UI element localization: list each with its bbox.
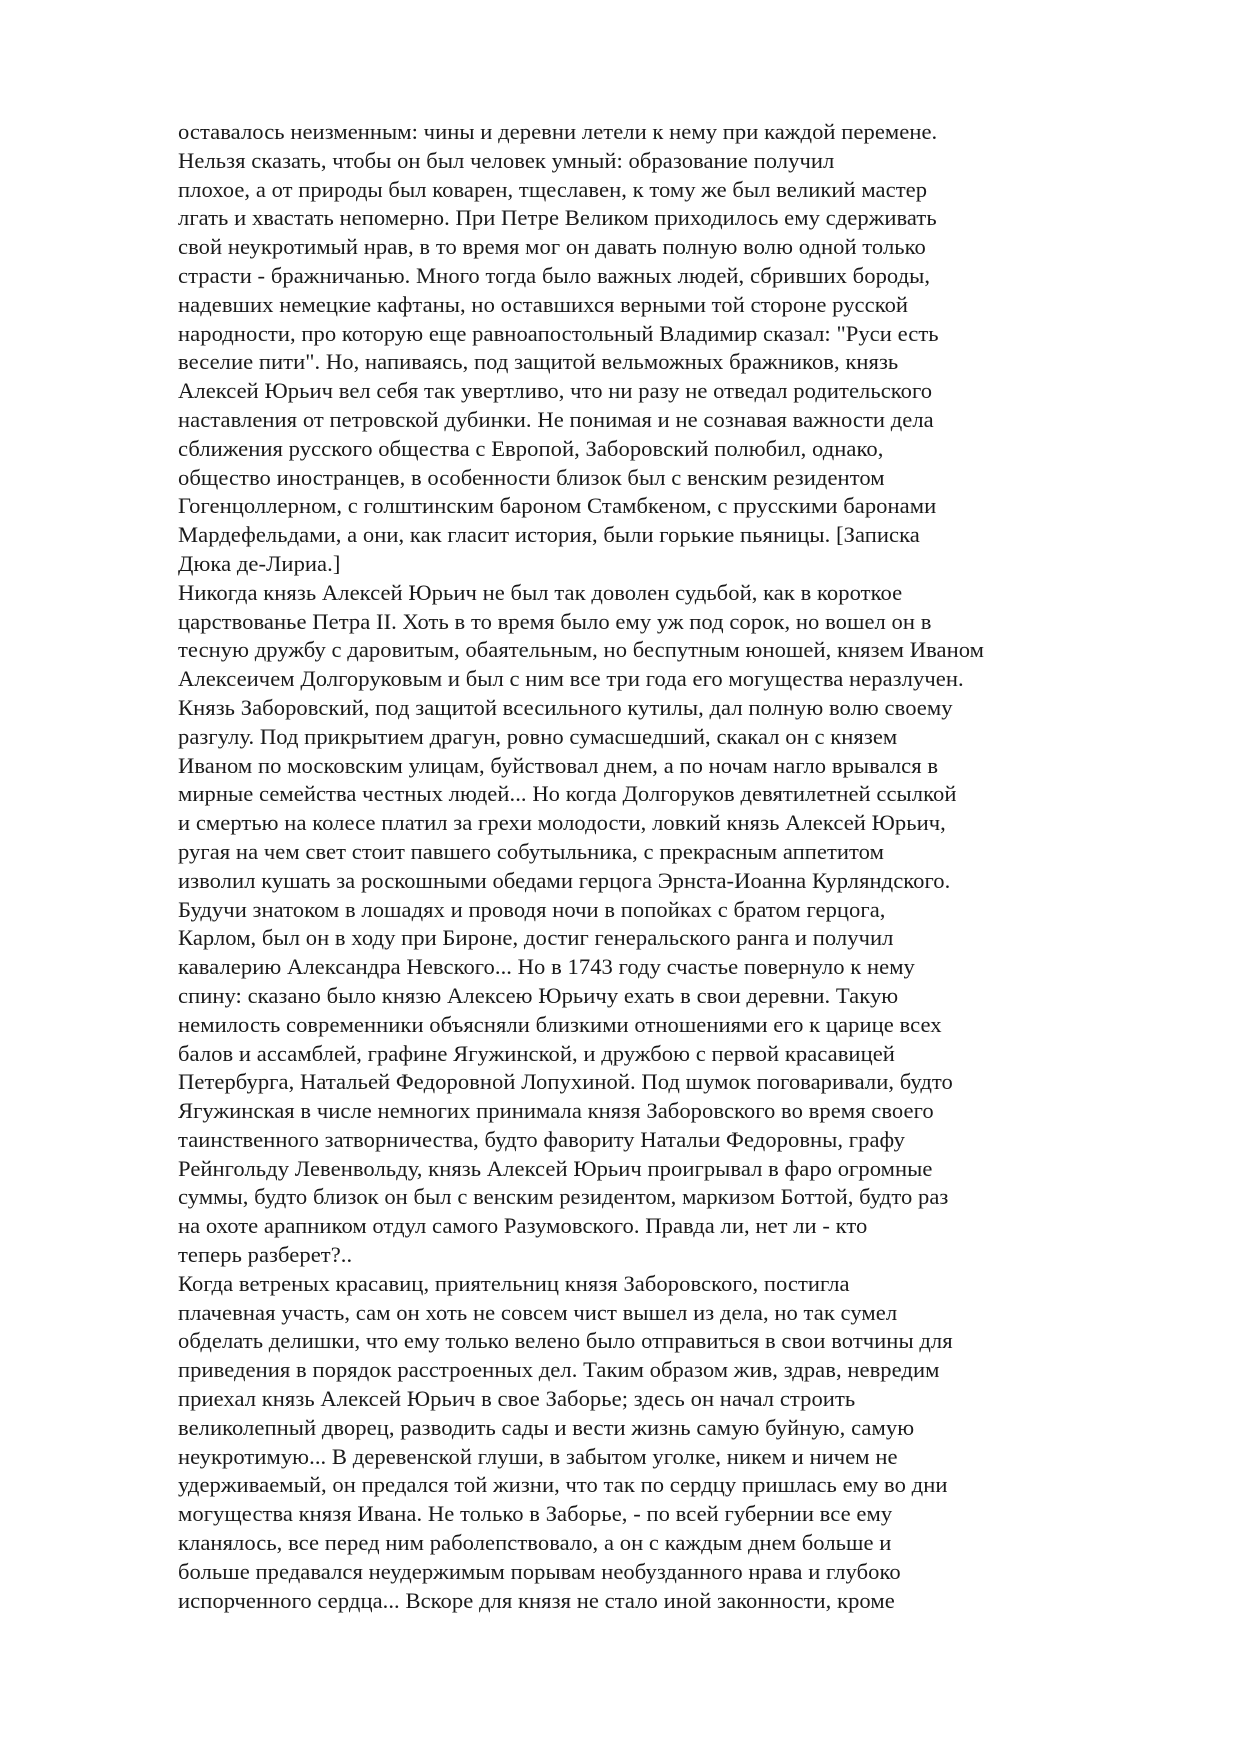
text-line: Гогенцоллерном, с голштинским бароном Стамбкеном, с прусскими баронами	[178, 493, 937, 519]
text-line: плохое, а от природы был коварен, тщеславен, к тому же был великий мастер	[178, 176, 928, 202]
text-line: Когда ветреных красавиц, приятельниц князя Заборовского, постигла	[178, 1270, 850, 1296]
text-line: Петербурга, Натальей Федоровной Лопухиной. Под шумок поговаривали, будто	[178, 1069, 953, 1095]
text-line: испорченного сердца... Вскоре для князя не стало иной законности, кроме	[178, 1587, 895, 1613]
text-line: Мардефельдами, а они, как гласит история, были горькие пьяницы. [Записка	[178, 522, 920, 548]
text-line: на охоте арапником отдул самого Разумовского. Правда ли, нет ли - кто	[178, 1213, 868, 1239]
text-line: веселие пити". Но, напиваясь, под защитой вельможных бражников, князь	[178, 349, 899, 375]
text-line: обделать делишки, что ему только велено было отправиться в свои вотчины для	[178, 1328, 953, 1354]
text-line: лгать и хвастать непомерно. При Петре Великом приходилось ему сдерживать	[178, 205, 937, 231]
text-line: Никогда князь Алексей Юрьич не был так доволен судьбой, как в короткое	[178, 579, 903, 605]
text-line: приведения в порядок расстроенных дел. Таким образом жив, здрав, невредим	[178, 1357, 940, 1383]
text-line: теперь разберет?..	[178, 1242, 353, 1268]
text-line: разгулу. Под прикрытием драгун, ровно сумасшедший, скакал он с князем	[178, 723, 898, 749]
text-line: плачевная участь, сам он хоть не совсем чист вышел из дела, но так сумел	[178, 1299, 898, 1325]
text-line: спину: сказано было князю Алексею Юрьичу ехать в свои деревни. Такую	[178, 982, 899, 1008]
text-line: Князь Заборовский, под защитой всесильного кутилы, дал полную волю своему	[178, 694, 953, 720]
body-text	[178, 118, 1178, 1615]
text-line: мирные семейства честных людей... Но когда Долгоруков девятилетней ссылкой	[178, 781, 957, 807]
text-line: свой неукротимый нрав, в то время мог он давать полную волю одной только	[178, 234, 926, 260]
text-line: Рейнгольду Левенвольду, князь Алексей Юрьич проигрывал в фаро огромные	[178, 1155, 933, 1181]
text-line: больше предавался неудержимым порывам необузданного нрава и глубоко	[178, 1558, 901, 1584]
text-line: Ягужинская в числе немногих принимала князя Заборовского во время своего	[178, 1098, 934, 1124]
text-line: приехал князь Алексей Юрьич в свое Заборье; здесь он начал строить	[178, 1386, 856, 1412]
text-line: Карлом, был он в ходу при Бироне, достиг генеральского ранга и получил	[178, 925, 894, 951]
text-line: народности, про которую еще равноапостольный Владимир сказал: "Руси есть	[178, 320, 939, 346]
text-line: и смертью на колесе платил за грехи молодости, ловкий князь Алексей Юрьич,	[178, 810, 946, 836]
text-line: суммы, будто близок он был с венским резидентом, маркизом Боттой, будто раз	[178, 1184, 949, 1210]
text-line: тесную дружбу с даровитым, обаятельным, но беспутным юношей, князем Иваном	[178, 637, 984, 663]
text-line: удерживаемый, он предался той жизни, что так по сердцу пришлась ему во дни	[178, 1472, 948, 1498]
text-line: таинственного затворничества, будто фавориту Натальи Федоровны, графу	[178, 1126, 906, 1152]
text-line: балов и ассамблей, графине Ягужинской, и дружбою с первой красавицей	[178, 1040, 895, 1066]
text-line: наставления от петровской дубинки. Не понимая и не сознавая важности дела	[178, 406, 934, 432]
text-line: оставалось неизменным: чины и деревни летели к нему при каждой перемене.	[178, 119, 938, 144]
text-line: надевших немецкие кафтаны, но оставшихся верными той стороне русской	[178, 291, 909, 317]
text-line: Алексеичем Долгоруковым и был с ним все три года его могущества неразлучен.	[178, 666, 964, 692]
text-line: общество иностранцев, в особенности близок был с венским резидентом	[178, 464, 885, 490]
text-line: Нельзя сказать, чтобы он был человек умный: образование получил	[178, 147, 835, 173]
text-line: неукротимую... В деревенской глуши, в забытом уголке, никем и ничем не	[178, 1443, 898, 1469]
text-line: Алексей Юрьич вел себя так увертливо, что ни разу не отведал родительского	[178, 378, 933, 404]
text-line: кавалерию Александра Невского... Но в 1743 году счастье повернуло к нему	[178, 954, 915, 980]
text-line: великолепный дворец, разводить сады и вести жизнь самую буйную, самую	[178, 1414, 915, 1440]
text-line: ругая на чем свет стоит павшего собутыльника, с прекрасным аппетитом	[178, 838, 884, 864]
text-line: Дюка де-Лириа.]	[178, 550, 341, 576]
text-line: немилость современники объясняли близкими отношениями его к царице всех	[178, 1011, 942, 1037]
text-line: могущества князя Ивана. Не только в Заборье, - по всей губернии все ему	[178, 1501, 893, 1527]
text-line: Будучи знатоком в лошадях и проводя ночи в попойках с братом герцога,	[178, 896, 886, 922]
text-line: сближения русского общества с Европой, Заборовский полюбил, однако,	[178, 435, 884, 461]
text-line: Иваном по московским улицам, буйствовал днем, а по ночам нагло врывался в	[178, 752, 939, 778]
text-line: страсти - бражничанью. Много тогда было важных людей, сбривших бороды,	[178, 262, 931, 288]
text-line: кланялось, все перед ним раболепствовало, а он с каждым днем больше и	[178, 1530, 892, 1556]
text-line: царствованье Петра II. Хоть в то время было ему уж под сорок, но вошел он в	[178, 608, 932, 634]
text-line: изволил кушать за роскошными обедами герцога Эрнста-Иоанна Курляндского.	[178, 867, 951, 893]
